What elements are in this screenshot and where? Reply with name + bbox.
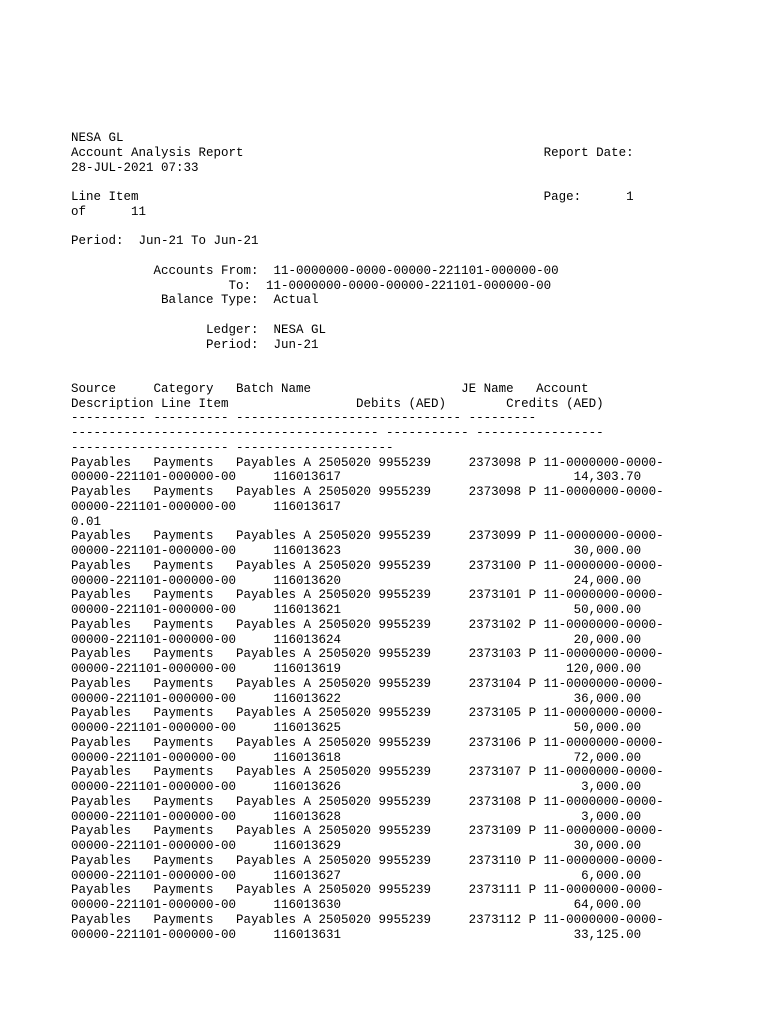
spacer <box>71 367 721 382</box>
row-line-source: Payables Payments Payables A 2505020 9955239 2373106 P 11-0000000-0000- <box>71 735 664 750</box>
table-row <box>71 795 721 825</box>
spacer <box>71 352 721 367</box>
table-row <box>71 913 721 943</box>
report-title-line: Account Analysis Report Report Date: <box>71 145 634 160</box>
row-line-account: 00000-221101-000000-00 116013622 36,000.00 <box>71 691 642 706</box>
row-line-source: Payables Payments Payables A 2505020 9955239 2373112 P 11-0000000-0000- <box>71 912 664 927</box>
row-line-account: 00000-221101-000000-00 116013618 72,000.00 <box>71 750 642 765</box>
org-name: NESA GL <box>71 131 124 145</box>
table-row <box>71 456 721 486</box>
row-line-account: 00000-221101-000000-00 116013620 24,000.00 <box>71 573 642 588</box>
row-line-account: 00000-221101-000000-00 116013621 50,000.00 <box>71 603 642 617</box>
row-line-source: Payables Payments Payables A 2505020 9955239 2373099 P 11-0000000-0000- <box>71 529 664 544</box>
row-line-account: 00000-221101-000000-00 116013628 3,000.00 <box>71 809 642 824</box>
row-line-account: 00000-221101-000000-00 116013631 33,125.00 <box>71 927 642 942</box>
ledger: Ledger: NESA GL <box>71 322 327 337</box>
table-row <box>71 647 721 677</box>
row-line-account: 00000-221101-000000-00 116013626 3,000.00 <box>71 780 642 794</box>
table-row <box>71 559 721 589</box>
spacer <box>71 308 721 323</box>
row-line-account: 00000-221101-000000-00 116013617 <box>71 499 342 514</box>
row-line-source: Payables Payments Payables A 2505020 9955239 2373111 P 11-0000000-0000- <box>71 883 664 898</box>
row-line-source: Payables Payments Payables A 2505020 9955239 2373098 P 11-0000000-0000- <box>71 485 664 499</box>
row-line-source: Payables Payments Payables A 2505020 9955239 2373098 P 11-0000000-0000- <box>71 455 664 470</box>
table-row <box>71 854 721 884</box>
accounts-from: Accounts From: 11-0000000-0000-00000-221101-000000-00 <box>71 263 559 278</box>
column-header-1: Source Category Batch Name JE Name Account <box>71 381 589 396</box>
table-row <box>71 706 721 736</box>
accounts-to: To: 11-0000000-0000-00000-221101-000000-00 <box>71 278 552 293</box>
period-range: Period: Jun-21 To Jun-21 <box>71 234 259 249</box>
row-line-account: 00000-221101-000000-00 116013619 120,000.00 <box>71 662 642 676</box>
row-line-account: 00000-221101-000000-00 116013629 30,000.00 <box>71 839 642 853</box>
header-rule-1: ---------- ---------- ------------------------------ --------- <box>71 411 537 426</box>
row-line-account: 00000-221101-000000-00 116013624 20,000.00 <box>71 632 642 647</box>
report-date: 28-JUL-2021 07:33 <box>71 160 199 175</box>
table-row <box>71 588 721 618</box>
row-line-source: Payables Payments Payables A 2505020 9955239 2373109 P 11-0000000-0000- <box>71 824 664 839</box>
row-line-source: Payables Payments Payables A 2505020 9955239 2373102 P 11-0000000-0000- <box>71 617 664 632</box>
table-row <box>71 529 721 559</box>
spacer <box>71 220 721 235</box>
row-line-source: Payables Payments Payables A 2505020 9955239 2373107 P 11-0000000-0000- <box>71 765 664 780</box>
line-item-page-line: Line Item Page: 1 <box>71 190 634 204</box>
table-row <box>71 485 721 529</box>
table-row <box>71 677 721 707</box>
row-line-account: 00000-221101-000000-00 116013627 6,000.00 <box>71 868 642 883</box>
row-line-account: 00000-221101-000000-00 116013630 64,000.00 <box>71 898 642 912</box>
line-item-list <box>71 456 721 943</box>
row-line-source: Payables Payments Payables A 2505020 9955239 2373104 P 11-0000000-0000- <box>71 676 664 691</box>
spacer <box>71 249 721 264</box>
report-sheet <box>71 131 721 942</box>
row-line-source: Payables Payments Payables A 2505020 9955239 2373105 P 11-0000000-0000- <box>71 706 664 721</box>
header-rule-2: ----------------------------------------- ----------- ----------------- <box>71 426 604 440</box>
table-row <box>71 824 721 854</box>
row-line-source: Payables Payments Payables A 2505020 9955239 2373103 P 11-0000000-0000- <box>71 647 664 662</box>
table-row <box>71 618 721 648</box>
balance-type: Balance Type: Actual <box>71 293 319 308</box>
table-row <box>71 736 721 766</box>
header-rule-3: --------------------- --------------------- <box>71 440 394 455</box>
row-line-source: Payables Payments Payables A 2505020 9955239 2373100 P 11-0000000-0000- <box>71 558 664 573</box>
ledger-period: Period: Jun-21 <box>71 337 319 352</box>
column-header-2: Description Line Item Debits (AED) Credits (AED) <box>71 396 604 411</box>
row-line-source: Payables Payments Payables A 2505020 9955239 2373110 P 11-0000000-0000- <box>71 853 664 868</box>
row-line-account: 00000-221101-000000-00 116013623 30,000.00 <box>71 544 642 558</box>
row-line-source: Payables Payments Payables A 2505020 9955239 2373108 P 11-0000000-0000- <box>71 794 664 809</box>
row-line-source: Payables Payments Payables A 2505020 9955239 2373101 P 11-0000000-0000- <box>71 588 664 603</box>
row-line-account: 00000-221101-000000-00 116013617 14,303.70 <box>71 470 642 485</box>
table-row <box>71 765 721 795</box>
row-line-amount: 0.01 <box>71 514 102 529</box>
table-row <box>71 883 721 913</box>
page-count: of 11 <box>71 204 147 219</box>
row-line-account: 00000-221101-000000-00 116013625 50,000.00 <box>71 721 642 735</box>
spacer <box>71 175 721 190</box>
